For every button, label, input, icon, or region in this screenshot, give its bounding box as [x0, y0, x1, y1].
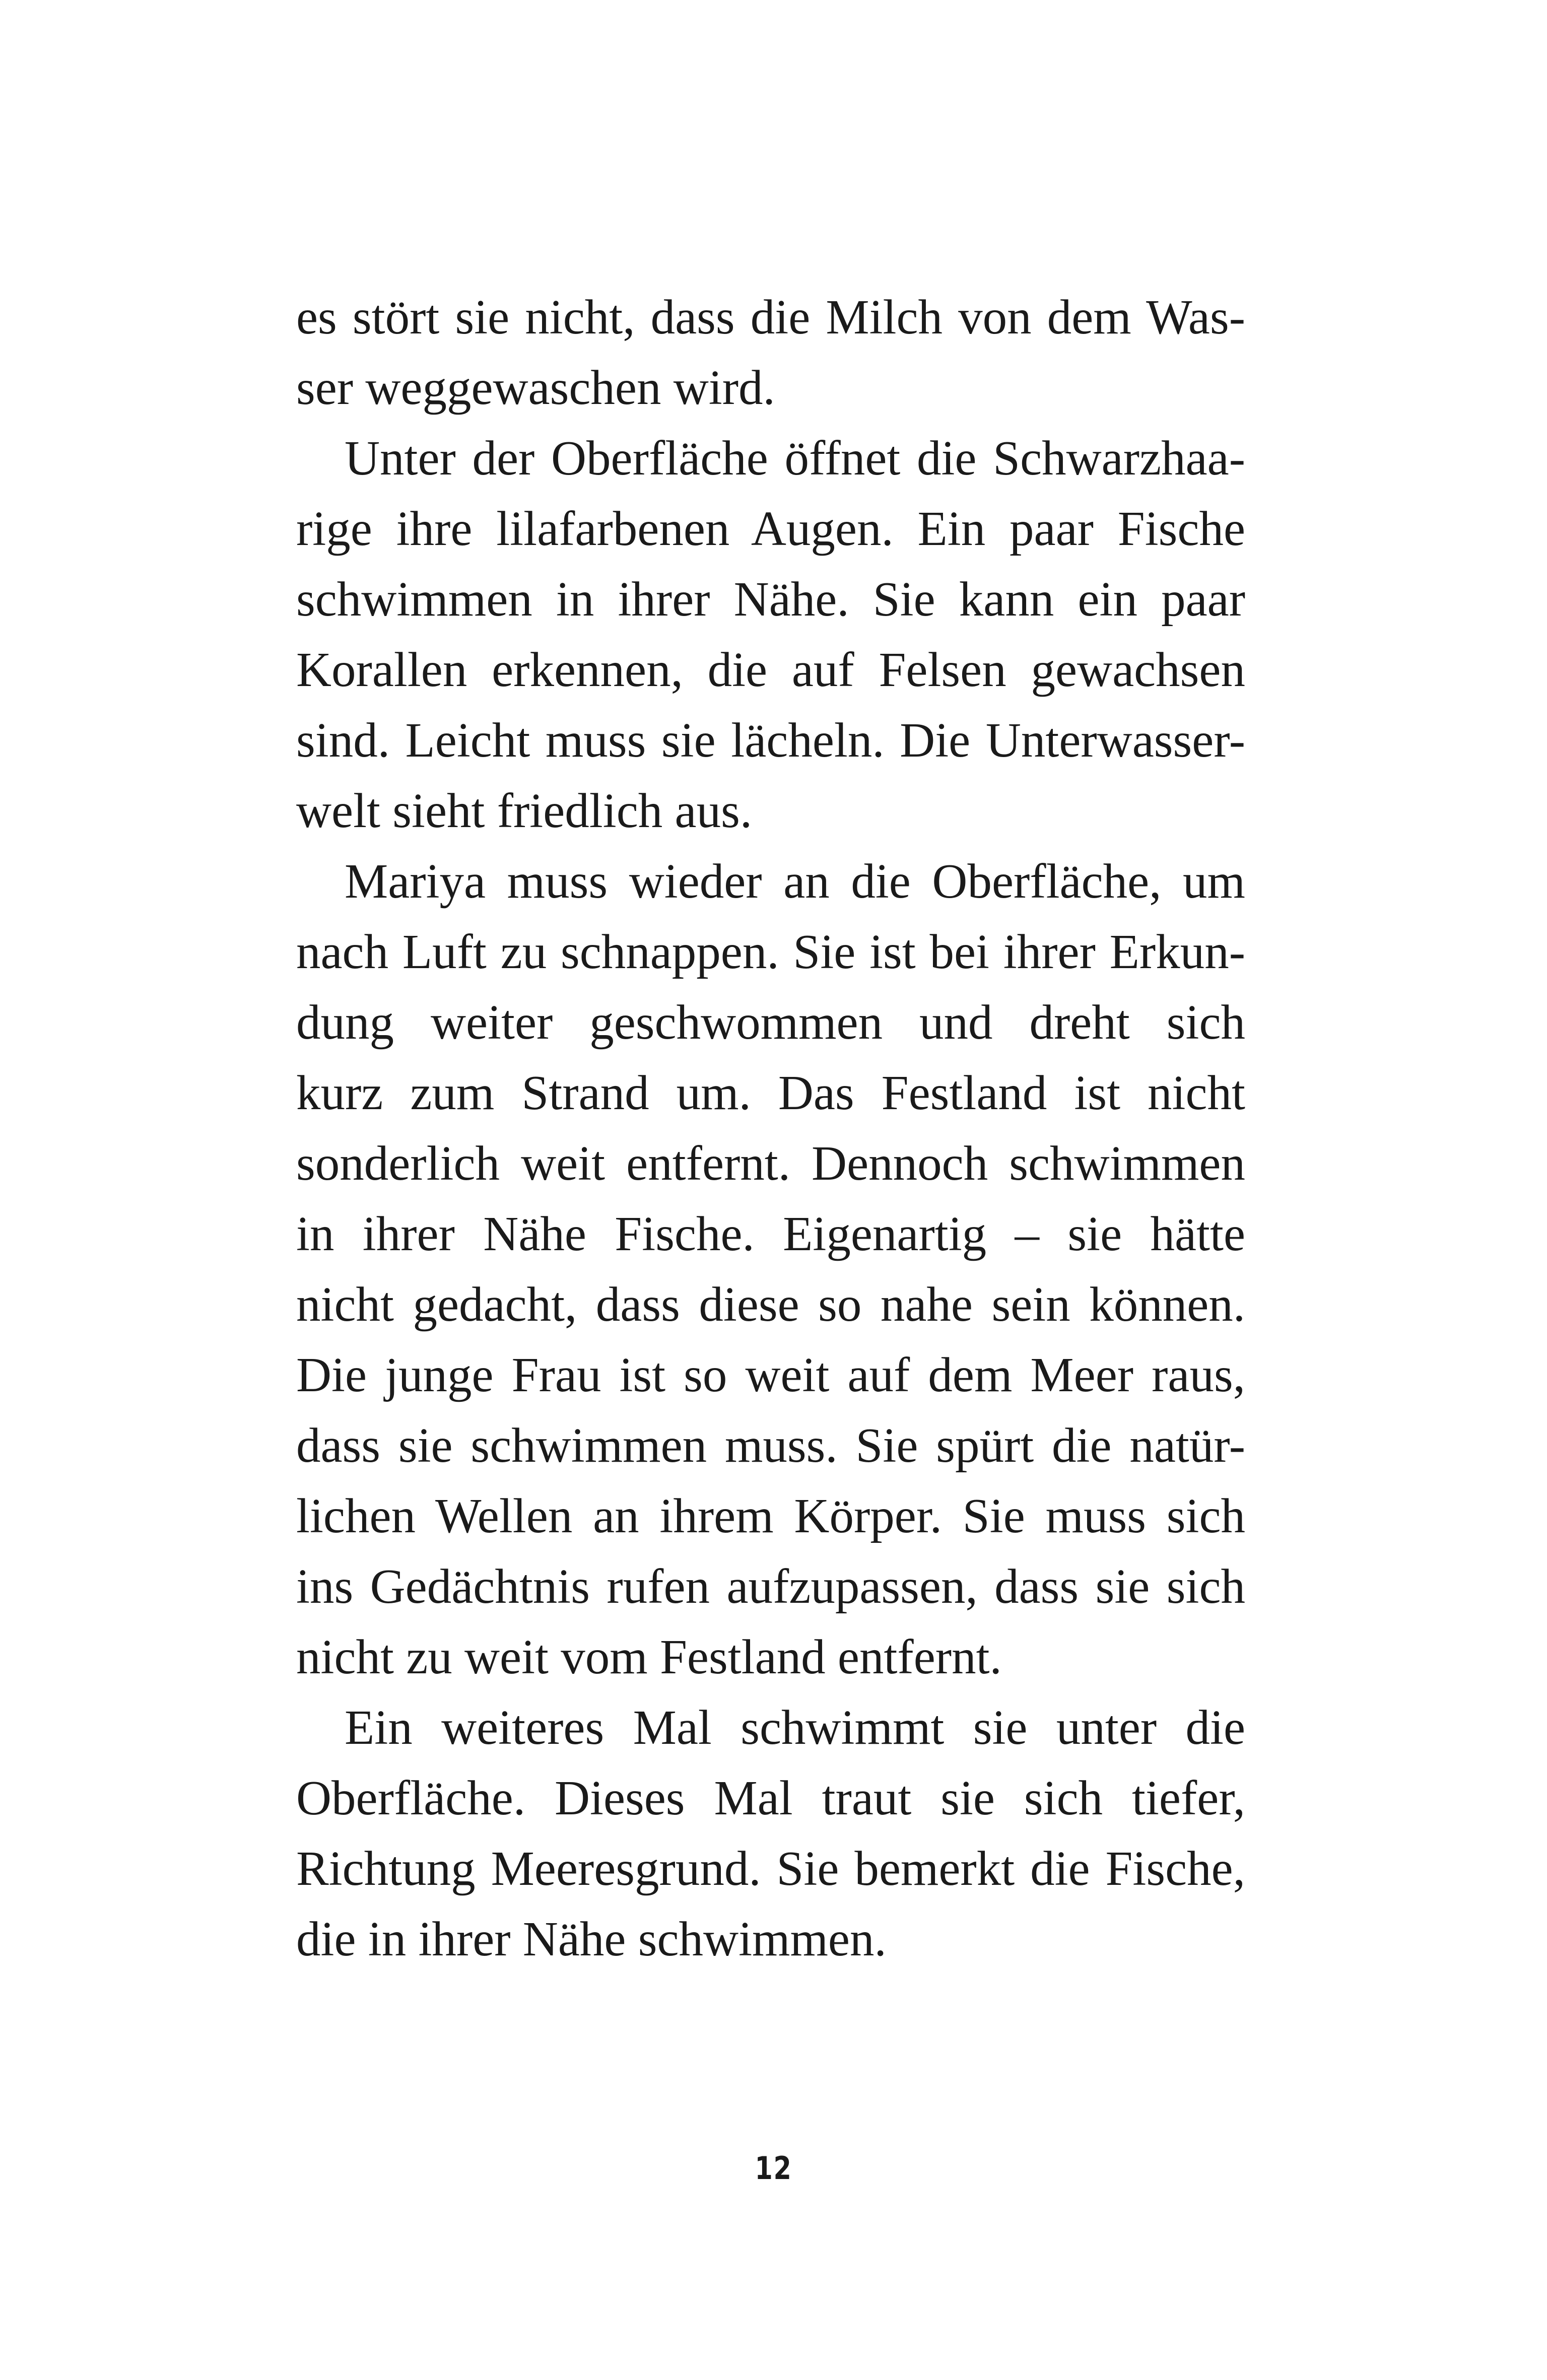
text-line: Korallen erkennen, die auf Felsen gewachsen	[296, 643, 1245, 697]
text-line: sind. Leicht muss sie lächeln. Die Unterwasser-	[296, 713, 1245, 767]
text-line: sonderlich weit entfernt. Dennoch schwimmen	[296, 1136, 1245, 1190]
text-line: die in ihrer Nähe schwimmen.	[296, 1912, 887, 1966]
text-line: dung weiter geschwommen und dreht sich	[296, 995, 1245, 1049]
text-line: welt sieht friedlich aus.	[296, 784, 753, 838]
text-line: in ihrer Nähe Fische. Eigenartig – sie hätte	[296, 1207, 1245, 1261]
text-line: schwimmen in ihrer Nähe. Sie kann ein paar	[296, 572, 1245, 626]
text-line: kurz zum Strand um. Das Festland ist nicht	[296, 1066, 1245, 1120]
text-line: ser weggewaschen wird.	[296, 361, 775, 415]
text-line: nach Luft zu schnappen. Sie ist bei ihrer Erkun-	[296, 925, 1245, 979]
text-line: Unter der Oberfläche öffnet die Schwarzhaa-	[345, 431, 1245, 485]
page-number: 12	[755, 2150, 792, 2187]
text-line: lichen Wellen an ihrem Körper. Sie muss sich	[296, 1489, 1245, 1543]
text-line: Richtung Meeresgrund. Sie bemerkt die Fische,	[296, 1842, 1245, 1895]
text-line: Die junge Frau ist so weit auf dem Meer raus,	[296, 1348, 1245, 1402]
text-line: es stört sie nicht, dass die Milch von dem Was-	[296, 290, 1245, 344]
text-line: rige ihre lilafarbenen Augen. Ein paar Fische	[296, 502, 1245, 556]
text-line: Mariya muss wieder an die Oberfläche, um	[345, 854, 1245, 908]
text-line: ins Gedächtnis rufen aufzupassen, dass sie sich	[296, 1559, 1245, 1613]
text-line: nicht zu weit vom Festland entfernt.	[296, 1630, 1002, 1684]
text-line: Ein weiteres Mal schwimmt sie unter die	[345, 1701, 1245, 1754]
text-line: dass sie schwimmen muss. Sie spürt die natür-	[296, 1418, 1245, 1472]
text-line: nicht gedacht, dass diese so nahe sein können.	[296, 1277, 1245, 1331]
body-text	[296, 282, 1245, 1975]
text-line: Oberfläche. Dieses Mal traut sie sich tiefer,	[296, 1771, 1245, 1825]
